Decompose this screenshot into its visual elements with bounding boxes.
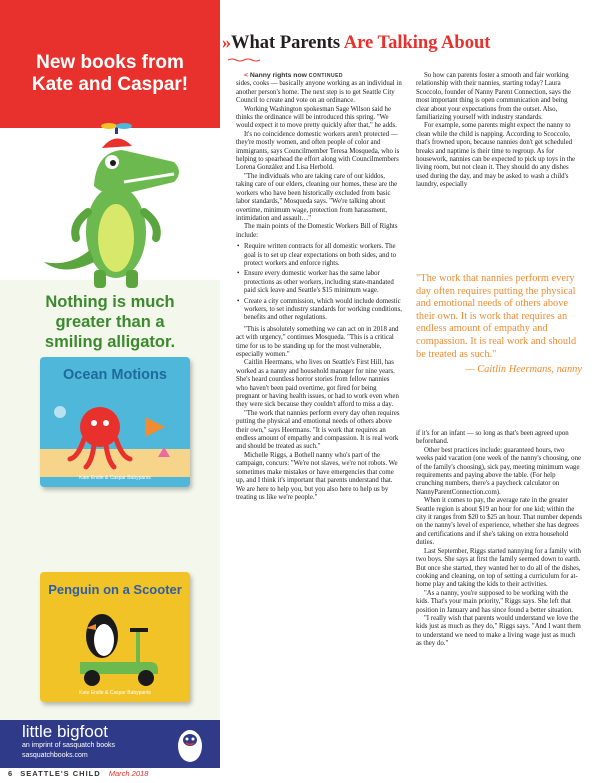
advertisement [0,0,220,768]
paragraph: "The individuals who are taking care of our kiddos, taking care of our elders, cleaning our homes, these are the workers who have been historically excluded from basic labor standards," Mosqueda says. "We're talking about overtime, minimum wage, protection from harassment, intimidation and assault…" [236,172,398,222]
publisher-brand: little bigfoot [22,722,108,741]
section-heading [222,32,592,60]
ad-tagline-line1: Nothing is much [45,293,175,311]
pull-quote-text: "The work that nannies perform every day often requires putting the physical and emotional needs of others above their own. It is work that requires an endless amount of empathy and compassion. It is real work and should be treated as such." [416,273,577,360]
paragraph: Caitlin Heermans, who lives on Seattle's First Hill, has worked as a nanny and household manager for nine years. She's heard countless horror stories from fellow nannies who haven't been paid overtime, got fired for being pregnant or having health issues, or had to work even when they were sick because they couldn't afford to miss a day. [236,359,399,409]
continued-chevron: < [244,72,248,79]
continued-title: Nanny rights now [249,72,307,79]
paragraph: So how can parents foster a smooth and fair working relationship with their nannies, starting today? Laura Scoccolo, founder of Nanny Parent Connection, says the most important thing is open communication and being clear about your expectations from the outset. Also, familiarizing yourself with industry standards. [416,72,571,122]
paragraph: When it comes to pay, the average rate in the greater Seattle region is about $19 an hour for one kid; within the city it ranges from $20 to $25 an hour. That number depends on the nanny's level of experience, whether she has degrees and certifications and if she's taking on extra household duties. [416,497,582,547]
article-column-2 [416,72,582,190]
book-authors: Kate Endle & Caspar Babypants [79,475,151,481]
book-cover-penguin-on-a-scooter [40,572,190,702]
ad-tagline-line2: greater than a [55,313,165,331]
continued-tag: CONTINUED [308,73,344,79]
section-arrows: » [222,32,231,52]
issue-date: March 2018 [108,769,149,778]
paragraph: "As a nanny, you're supposed to be working with the kids. That's your main priority," Riggs says. She left that position in January and has since found a better situation. [416,589,573,614]
paragraph: Michelle Riggs, a Bothell nanny who's part of the campaign, concurs: "We're not slaves, we're not robots. We sometimes make mistakes or have emergencies that come up, and I think it's important that parents understand that. We are here to help you, but you also here to help us by treating us like we're people." [236,451,398,501]
pull-quote-attribution: — Caitlin Heermans, nanny [465,364,582,376]
publisher-imprint: an imprint of sasquatch books [22,742,115,749]
ad-headline [0,52,220,96]
page-number: 6 [8,769,13,778]
list-item: • Ensure every domestic worker has the same labor protections as other workers, including state-mandated paid sick leave and Seattle's $15 minimum wage. [236,270,402,295]
paragraph: It's no coincidence domestic workers aren't protected — they're mostly women, and often people of color and immigrants, says Councilmember Teresa Mosqueda, who is helping to spearhead the effort along with Councilmembers Lorena González and Lisa Herbold. [236,130,400,172]
list-item: • Require written contracts for all domestic workers. The goal is to set up clear expectations on both sides, and to protect workers and enforce rights. [236,243,402,268]
book-cover-ocean-motions [40,357,190,487]
paragraph: Other best practices include: guaranteed hours, two weeks paid vacation (one week of the nanny's choosing, one of the family's choosing), sick pay, meeting minimum wage requirements and paying above the table. (For help crunching numbers, there's a paycheck calculator on NannyParentConnection.com). [416,446,582,496]
paragraph: Last September, Riggs started nannying for a family with two boys. She says at first the family seemed down to earth. But once she started, they wanted her to do all of the dishes, cooking and cleaning, on top of setting a curriculum for at-home play and taking the kids to their activities. [416,547,581,589]
octopus-illustration [40,387,190,477]
paragraph: "This is absolutely something we can act on in 2018 and act with urgency," continues Mosqueda. "This is a critical time for us to be standing up for the most vulnerable, especially women." [236,325,399,358]
book-title: Ocean Motions [63,367,167,383]
article-column-1 [236,72,402,502]
book-authors: Kate Endle & Caspar Babypants [79,690,151,696]
section-title-dark: What Parents [231,33,344,53]
ad-tagline-line3: smiling alligator. [44,333,176,351]
ad-tagline [0,292,220,352]
heading-squiggle-icon [228,58,260,62]
pull-quote [416,273,588,377]
penguin-illustration [40,602,190,692]
paragraph: "I really wish that parents would understand we love the kids just as much as they do," Riggs says. "And I want them to understand we need to make a living wage just as much as they do." [416,614,581,648]
ad-headline-line1: New books from [36,52,184,73]
paragraph: The main points of the Domestic Workers Bill of Rights include: [236,223,398,239]
book-title: Penguin on a Scooter [48,582,182,597]
publisher-website[interactable]: sasquatchbooks.com [22,752,88,759]
paragraph: Working Washington spokesman Sage Wilson said he thinks the ordinance will be introduced this spring. "We would expect it to move pretty quickly after that," he adds. [236,105,397,130]
paragraph: sides, cooks — basically anyone working as an individual in another person's home. The next step is to get Seattle City Council to create and vote on an ordinance. [236,80,402,105]
bill-of-rights-list [236,243,402,323]
continued-label [236,72,402,80]
paragraph: For example, some parents might expect the nanny to clean while the child is napping. According to Scoccolo, that's frowned upon, because nannies don't get scheduled breaks and naptime is their time to regroup. As for housework, nannies can be expected to pick up toys in the living room, but not clean it. They should do any dishes used during the day, and may be asked to wash a child's laundry, especially [416,122,576,189]
alligator-illustration [24,112,204,292]
bigfoot-logo-icon [172,724,208,764]
ad-headline-line2: Kate and Caspar! [31,74,189,95]
publication-name: SEATTLE'S CHILD [20,769,101,778]
paragraph: if it's for an infant — so long as that's been agreed upon beforehand. [416,430,569,446]
article-column-2-continued [416,430,582,649]
page-footer [8,769,148,778]
section-title-red: Are Talking About [343,33,491,53]
paragraph: "The work that nannies perform every day often requires putting the physical and emotional needs of others above their own," says Heermans. "It is work that requires an endless amount of empathy and compassion. It is real work and should be treated as such." [236,409,400,451]
list-item: • Create a city commission, which would include domestic workers, to set industry standards for working conditions, benefits and other regulations. [236,298,402,323]
